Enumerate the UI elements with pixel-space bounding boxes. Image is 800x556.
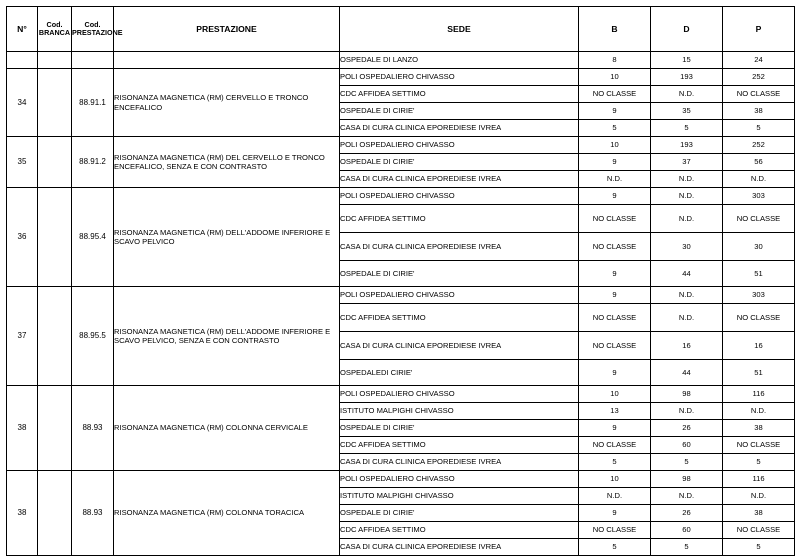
cell-p: NO CLASSE	[723, 522, 795, 539]
cell-b: NO CLASSE	[579, 205, 651, 233]
cell-sede: POLI OSPEDALIERO CHIVASSO	[340, 188, 579, 205]
cell-branca	[38, 386, 72, 471]
cell-prestazione: RISONANZA MAGNETICA (RM) DELL'ADDOME INFERIORE E SCAVO PELVICO	[114, 188, 340, 287]
cell-p: NO CLASSE	[723, 304, 795, 332]
cell-p: 252	[723, 69, 795, 86]
cell-p: 56	[723, 154, 795, 171]
cell-p: N.D.	[723, 171, 795, 188]
cell-b: NO CLASSE	[579, 332, 651, 360]
cell-prestazione-code: 88.91.1	[72, 69, 114, 137]
cell-p: 5	[723, 539, 795, 556]
cell-num: 34	[7, 69, 38, 137]
header-prestazione-code: Cod. PRESTAZIONE	[72, 7, 114, 52]
cell-d: 30	[651, 233, 723, 261]
cell-p: 38	[723, 103, 795, 120]
table-row	[7, 188, 795, 205]
cell-d: N.D.	[651, 86, 723, 103]
cell-d: 98	[651, 471, 723, 488]
cell-d: N.D.	[651, 205, 723, 233]
cell-sede: POLI OSPEDALIERO CHIVASSO	[340, 386, 579, 403]
cell-p: 116	[723, 386, 795, 403]
cell-branca	[38, 471, 72, 556]
cell-b: 10	[579, 386, 651, 403]
cell-prestazione-code: 88.95.5	[72, 287, 114, 386]
header-prestazione: PRESTAZIONE	[114, 7, 340, 52]
cell-b: 5	[579, 120, 651, 137]
cell-num: 36	[7, 188, 38, 287]
cell-sede: OSPEDALE DI LANZO	[340, 52, 579, 69]
cell-d: 37	[651, 154, 723, 171]
cell-p: N.D.	[723, 488, 795, 505]
cell-num: 38	[7, 386, 38, 471]
cell-prestazione	[114, 52, 340, 69]
cell-sede: OSPEDALE DI CIRIE'	[340, 154, 579, 171]
cell-prestazione-code: 88.93	[72, 471, 114, 556]
cell-d: N.D.	[651, 488, 723, 505]
cell-d: 193	[651, 137, 723, 154]
cell-branca	[38, 137, 72, 188]
cell-p: 116	[723, 471, 795, 488]
cell-b: NO CLASSE	[579, 304, 651, 332]
cell-prestazione: RISONANZA MAGNETICA (RM) COLONNA CERVICALE	[114, 386, 340, 471]
cell-sede: CDC AFFIDEA SETTIMO	[340, 205, 579, 233]
cell-p: 303	[723, 287, 795, 304]
header-b: B	[579, 7, 651, 52]
header-num: N°	[7, 7, 38, 52]
table-row	[7, 137, 795, 154]
cell-sede: OSPEDALE DI CIRIE'	[340, 505, 579, 522]
cell-b: 13	[579, 403, 651, 420]
cell-p: 38	[723, 505, 795, 522]
cell-d: N.D.	[651, 403, 723, 420]
cell-b: 5	[579, 454, 651, 471]
cell-d: 5	[651, 539, 723, 556]
cell-branca	[38, 69, 72, 137]
table-row	[7, 69, 795, 86]
cell-sede: POLI OSPEDALIERO CHIVASSO	[340, 137, 579, 154]
cell-d: 5	[651, 120, 723, 137]
cell-b: 10	[579, 69, 651, 86]
cell-sede: CASA DI CURA CLINICA EPOREDIESE IVREA	[340, 120, 579, 137]
cell-branca	[38, 52, 72, 69]
cell-d: 44	[651, 360, 723, 386]
cell-num	[7, 52, 38, 69]
cell-prestazione-code	[72, 52, 114, 69]
cell-p: 30	[723, 233, 795, 261]
cell-b: 9	[579, 505, 651, 522]
cell-d: N.D.	[651, 304, 723, 332]
cell-sede: CASA DI CURA CLINICA EPOREDIESE IVREA	[340, 171, 579, 188]
cell-sede: OSPEDALE DI CIRIE'	[340, 261, 579, 287]
cell-b: N.D.	[579, 171, 651, 188]
cell-sede: POLI OSPEDALIERO CHIVASSO	[340, 471, 579, 488]
cell-p: 16	[723, 332, 795, 360]
cell-d: 5	[651, 454, 723, 471]
cell-prestazione: RISONANZA MAGNETICA (RM) CERVELLO E TRONCO ENCEFALICO	[114, 69, 340, 137]
cell-sede: CASA DI CURA CLINICA EPOREDIESE IVREA	[340, 539, 579, 556]
cell-d: 35	[651, 103, 723, 120]
cell-sede: OSPEDALE DI CIRIE'	[340, 103, 579, 120]
cell-d: 60	[651, 522, 723, 539]
cell-d: 16	[651, 332, 723, 360]
cell-b: 10	[579, 471, 651, 488]
header-d: D	[651, 7, 723, 52]
cell-sede: CASA DI CURA CLINICA EPOREDIESE IVREA	[340, 332, 579, 360]
cell-sede: CDC AFFIDEA SETTIMO	[340, 437, 579, 454]
cell-b: N.D.	[579, 488, 651, 505]
cell-p: NO CLASSE	[723, 205, 795, 233]
cell-p: 5	[723, 454, 795, 471]
cell-d: 44	[651, 261, 723, 287]
cell-p: 38	[723, 420, 795, 437]
cell-p: 51	[723, 360, 795, 386]
cell-prestazione: RISONANZA MAGNETICA (RM) DELL'ADDOME INFERIORE E SCAVO PELVICO, SENZA E CON CONTRASTO	[114, 287, 340, 386]
cell-d: 26	[651, 505, 723, 522]
header-p: P	[723, 7, 795, 52]
table-header	[7, 7, 795, 52]
cell-b: 9	[579, 287, 651, 304]
cell-prestazione: RISONANZA MAGNETICA (RM) COLONNA TORACICA	[114, 471, 340, 556]
header-branca: Cod. BRANCA	[38, 7, 72, 52]
cell-b: NO CLASSE	[579, 437, 651, 454]
cell-b: 9	[579, 188, 651, 205]
header-sede: SEDE	[340, 7, 579, 52]
cell-b: 9	[579, 103, 651, 120]
cell-p: NO CLASSE	[723, 86, 795, 103]
cell-d: N.D.	[651, 171, 723, 188]
cell-p: 51	[723, 261, 795, 287]
cell-b: 5	[579, 539, 651, 556]
table-row	[7, 386, 795, 403]
cell-sede: CASA DI CURA CLINICA EPOREDIESE IVREA	[340, 233, 579, 261]
cell-sede: CASA DI CURA CLINICA EPOREDIESE IVREA	[340, 454, 579, 471]
waiting-times-table	[6, 6, 795, 556]
cell-d: 15	[651, 52, 723, 69]
cell-d: N.D.	[651, 188, 723, 205]
cell-prestazione-code: 88.95.4	[72, 188, 114, 287]
cell-sede: OSPEDALE DI CIRIE'	[340, 420, 579, 437]
cell-p: NO CLASSE	[723, 437, 795, 454]
table-body	[7, 52, 795, 556]
cell-b: 9	[579, 420, 651, 437]
cell-d: 193	[651, 69, 723, 86]
cell-b: NO CLASSE	[579, 86, 651, 103]
cell-prestazione: RISONANZA MAGNETICA (RM) DEL CERVELLO E TRONCO ENCEFALICO, SENZA E CON CONTRASTO	[114, 137, 340, 188]
cell-sede: CDC AFFIDEA SETTIMO	[340, 304, 579, 332]
cell-p: 5	[723, 120, 795, 137]
table-row	[7, 52, 795, 69]
cell-prestazione-code: 88.91.2	[72, 137, 114, 188]
cell-b: 9	[579, 154, 651, 171]
cell-p: 252	[723, 137, 795, 154]
cell-b: 10	[579, 137, 651, 154]
cell-p: 303	[723, 188, 795, 205]
cell-sede: CDC AFFIDEA SETTIMO	[340, 522, 579, 539]
table-row	[7, 471, 795, 488]
cell-b: NO CLASSE	[579, 233, 651, 261]
cell-num: 37	[7, 287, 38, 386]
cell-branca	[38, 287, 72, 386]
cell-b: 9	[579, 261, 651, 287]
cell-b: NO CLASSE	[579, 522, 651, 539]
cell-p: N.D.	[723, 403, 795, 420]
cell-b: 8	[579, 52, 651, 69]
document-page	[0, 6, 800, 552]
cell-p: 24	[723, 52, 795, 69]
cell-sede: ISTITUTO MALPIGHI CHIVASSO	[340, 488, 579, 505]
cell-sede: CDC AFFIDEA SETTIMO	[340, 86, 579, 103]
cell-d: N.D.	[651, 287, 723, 304]
cell-num: 35	[7, 137, 38, 188]
cell-d: 60	[651, 437, 723, 454]
cell-prestazione-code: 88.93	[72, 386, 114, 471]
cell-sede: POLI OSPEDALIERO CHIVASSO	[340, 287, 579, 304]
cell-branca	[38, 188, 72, 287]
cell-sede: POLI OSPEDALIERO CHIVASSO	[340, 69, 579, 86]
cell-num: 38	[7, 471, 38, 556]
cell-sede: ISTITUTO MALPIGHI CHIVASSO	[340, 403, 579, 420]
table-row	[7, 287, 795, 304]
cell-b: 9	[579, 360, 651, 386]
cell-sede: OSPEDALEDI CIRIE'	[340, 360, 579, 386]
header-row	[7, 7, 795, 52]
cell-d: 26	[651, 420, 723, 437]
cell-d: 98	[651, 386, 723, 403]
